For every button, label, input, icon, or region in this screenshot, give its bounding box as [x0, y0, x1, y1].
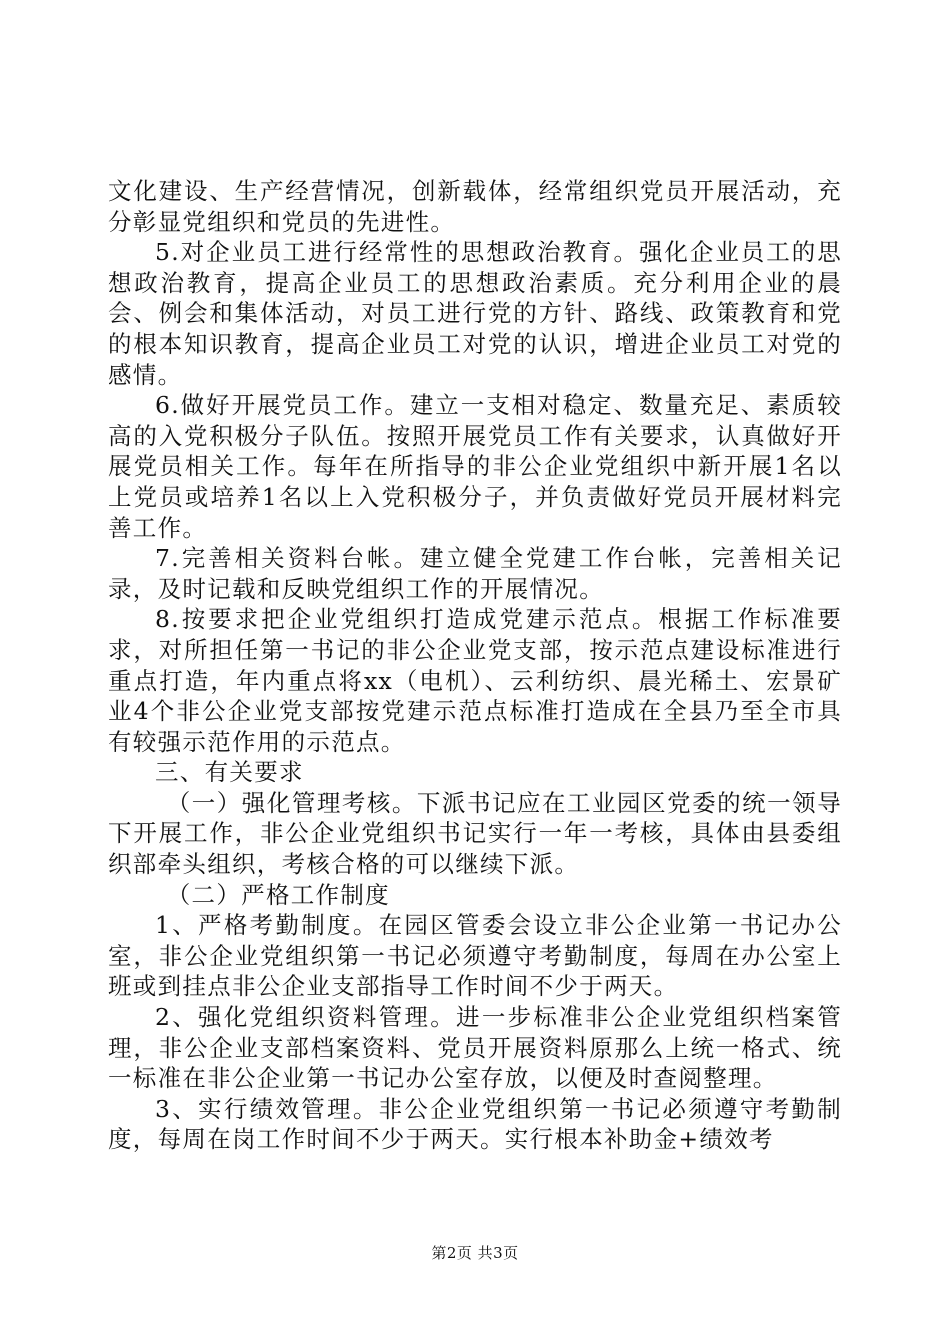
section-heading-requirements: 三、有关要求: [155, 758, 304, 787]
subsection-heading-2: （二）严格工作制度: [166, 880, 390, 909]
page-footer: 第2页 共3页: [431, 1244, 519, 1262]
paragraph-item-6: 6.做好开展党员工作。建立一支相对稳定、数量充足、素质较高的入党积极分子队伍。按照开展党员工作有关要求，认真做好开展党员相关工作。每年在所指导的非公企业党组织中新开展1名以上党员或培养1名以上入党积极分子，并负责做好党员开展材料完善工作。: [108, 391, 842, 542]
paragraph-subsection-1: （一）强化管理考核。下派书记应在工业园区党委的统一领导下开展工作，非公企业党组织书记实行一年一考核，具体由县委组织部牵头组织，考核合格的可以继续下派。: [108, 788, 842, 879]
paragraph-rule-3: 3、实行绩效管理。非公企业党组织第一书记必须遵守考勤制度，每周在岗工作时间不少于两天。实行根本补助金+绩效考: [108, 1094, 842, 1154]
paragraph-continuation: 文化建设、生产经营情况，创新载体，经常组织党员开展活动，充分彰显党组织和党员的先进性。: [108, 177, 842, 236]
paragraph-rule-1: 1、严格考勤制度。在园区管委会设立非公企业第一书记办公室，非公企业党组织第一书记必须遵守考勤制度，每周在办公室上班或到挂点非公企业支部指导工作时间不少于两天。: [108, 911, 842, 1001]
document-body: [108, 176, 842, 1155]
paragraph-item-8: 8.按要求把企业党组织打造成党建示范点。根据工作标准要求，对所担任第一书记的非公企业党支部，按示范点建设标准进行重点打造，年内重点将xx（电机）、云利纺织、晨光稀土、宏景矿业4个非公企业党支部按党建示范点标准打造成在全县乃至全市具有较强示范作用的示范点。: [108, 605, 842, 756]
paragraph-item-5: 5.对企业员工进行经常性的思想政治教育。强化企业员工的思想政治教育，提高企业员工的思想政治素质。充分利用企业的晨会、例会和集体活动，对员工进行党的方针、路线、政策教育和党的根本知识教育，提高企业员工对党的认识，增进企业员工对党的感情。: [108, 238, 842, 389]
paragraph-item-7: 7.完善相关资料台帐。建立健全党建工作台帐，完善相关记录，及时记载和反映党组织工作的开展情况。: [108, 544, 842, 603]
paragraph-rule-2: 2、强化党组织资料管理。进一步标准非公企业党组织档案管理，非公企业支部档案资料、党员开展资料原那么上统一格式、统一标准在非公企业第一书记办公室存放，以便及时查阅整理。: [108, 1003, 842, 1093]
